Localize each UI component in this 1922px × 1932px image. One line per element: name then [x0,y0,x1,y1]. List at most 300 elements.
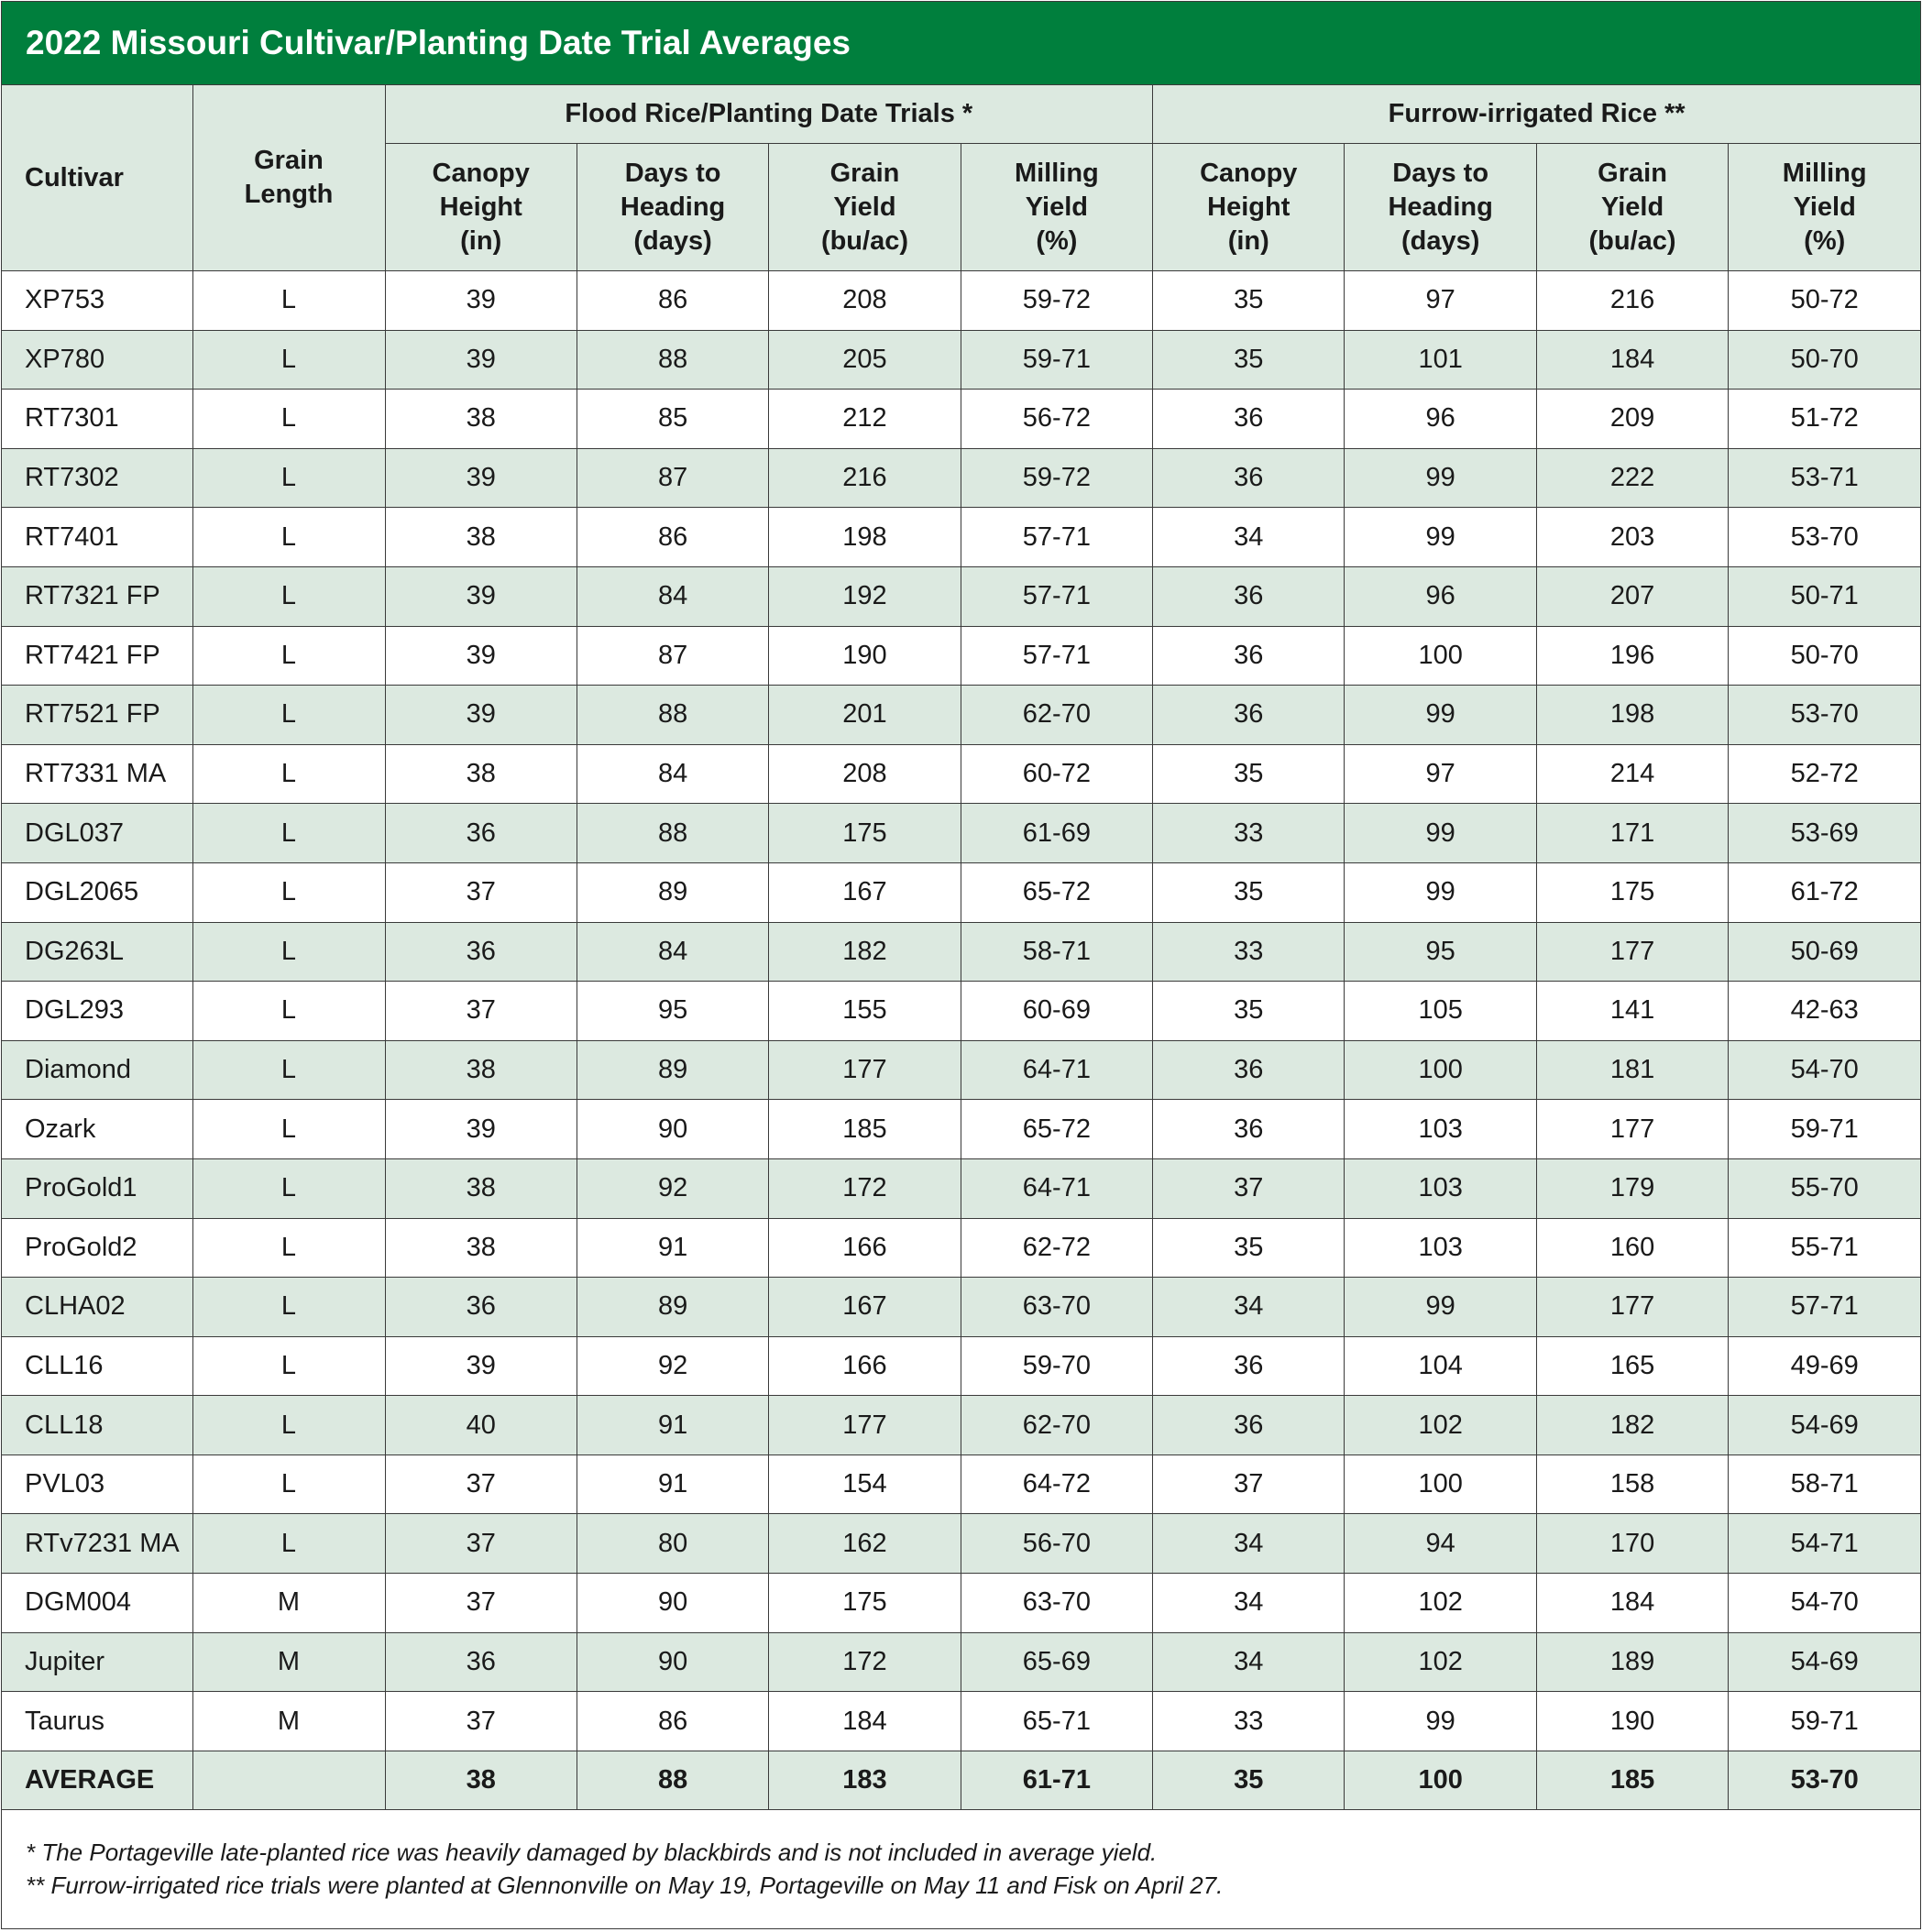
cell-flood-grain-yield: 166 [769,1336,961,1396]
cell-furrow-days-to-heading: 100 [1345,1454,1536,1514]
table-row [2,686,1920,745]
cell-flood-canopy-height: 39 [385,448,577,508]
table-row [2,862,1920,922]
cell-flood-days-to-heading: 80 [577,1514,768,1574]
cell-flood-canopy-height: 39 [385,1100,577,1159]
cell-furrow-grain-yield: 177 [1536,1278,1728,1337]
cell-furrow-days-to-heading: 99 [1345,448,1536,508]
footnotes [2,1810,1920,1902]
cell-cultivar: DGL293 [2,982,192,1041]
cell-furrow-canopy-height: 36 [1153,390,1345,449]
cell-flood-canopy-height: 38 [385,1218,577,1278]
cell-flood-grain-yield: 198 [769,508,961,567]
cell-grain-length: L [192,1218,385,1278]
cell-grain-length: L [192,1278,385,1337]
cell-cultivar: Jupiter [2,1632,192,1692]
cell-flood-canopy-height: 38 [385,508,577,567]
cell-furrow-days-to-heading: 101 [1345,330,1536,390]
cell-flood-milling-yield: 61-69 [961,804,1152,863]
cell-grain-length: L [192,1040,385,1100]
cell-grain-length: L [192,508,385,567]
cell-furrow-grain-yield: 171 [1536,804,1728,863]
cell-furrow-grain-yield: 182 [1536,1396,1728,1455]
cell-flood-days-to-heading: 90 [577,1574,768,1633]
cell-flood-milling-yield: 57-71 [961,508,1152,567]
cell-flood-milling-yield: 59-72 [961,448,1152,508]
header-furrow-canopy-height: Canopy Height (in) [1153,144,1345,271]
footnote-flood: * The Portageville late-planted rice was heavily damaged by blackbirds and is not included in average yield. [26,1839,1158,1867]
table-row [2,1278,1920,1337]
cell-grain-length: L [192,566,385,626]
cell-flood-days-to-heading: 91 [577,1396,768,1455]
cell-flood-milling-yield: 64-71 [961,1158,1152,1218]
cell-furrow-days-to-heading: 100 [1345,1040,1536,1100]
cell-flood-grain-yield: 216 [769,448,961,508]
table-row [2,1514,1920,1574]
cell-furrow-canopy-height: 33 [1153,804,1345,863]
cell-flood-days-to-heading: 84 [577,566,768,626]
average-furrow-days-to-heading: 100 [1345,1751,1536,1810]
cell-flood-canopy-height: 37 [385,1514,577,1574]
cell-furrow-canopy-height: 37 [1153,1158,1345,1218]
cell-cultivar: CLHA02 [2,1278,192,1337]
footnote-furrow: ** Furrow-irrigated rice trials were planted at Glennonville on May 19, Portageville on May 11 and Fisk on April 27. [26,1872,1224,1900]
cell-flood-milling-yield: 63-70 [961,1278,1152,1337]
table-row [2,1396,1920,1455]
cell-cultivar: RT7331 MA [2,744,192,804]
average-flood-grain-yield: 183 [769,1751,961,1810]
cell-furrow-canopy-height: 35 [1153,862,1345,922]
cell-flood-canopy-height: 38 [385,390,577,449]
cell-grain-length: L [192,1100,385,1159]
average-flood-canopy-height: 38 [385,1751,577,1810]
cell-grain-length: L [192,390,385,449]
cell-flood-days-to-heading: 90 [577,1100,768,1159]
cell-flood-days-to-heading: 86 [577,508,768,567]
cell-furrow-milling-yield: 50-70 [1729,626,1920,686]
cell-cultivar: RTv7231 MA [2,1514,192,1574]
cell-cultivar: Ozark [2,1100,192,1159]
table-title: 2022 Missouri Cultivar/Planting Date Trial Averages [2,2,1920,85]
cell-flood-canopy-height: 39 [385,330,577,390]
cell-grain-length: L [192,686,385,745]
trial-averages-table [2,85,1920,1810]
header-furrow-milling-yield: Milling Yield (%) [1729,144,1920,271]
cell-furrow-milling-yield: 57-71 [1729,1278,1920,1337]
cell-flood-grain-yield: 162 [769,1514,961,1574]
cell-cultivar: CLL18 [2,1396,192,1455]
cell-cultivar: DG263L [2,922,192,982]
cell-flood-days-to-heading: 87 [577,448,768,508]
cell-flood-milling-yield: 59-70 [961,1336,1152,1396]
cell-furrow-grain-yield: 222 [1536,448,1728,508]
cell-flood-canopy-height: 39 [385,271,577,331]
cell-furrow-days-to-heading: 94 [1345,1514,1536,1574]
cell-flood-milling-yield: 57-71 [961,566,1152,626]
cell-cultivar: RT7302 [2,448,192,508]
cell-furrow-days-to-heading: 99 [1345,1692,1536,1751]
cell-furrow-milling-yield: 53-69 [1729,804,1920,863]
cell-furrow-milling-yield: 61-72 [1729,862,1920,922]
cell-furrow-canopy-height: 35 [1153,330,1345,390]
cell-furrow-grain-yield: 165 [1536,1336,1728,1396]
table-row [2,626,1920,686]
table-row [2,271,1920,331]
cell-flood-days-to-heading: 95 [577,982,768,1041]
cell-cultivar: RT7321 FP [2,566,192,626]
table-row [2,922,1920,982]
cell-flood-grain-yield: 166 [769,1218,961,1278]
cell-furrow-grain-yield: 184 [1536,1574,1728,1633]
cell-furrow-canopy-height: 36 [1153,1336,1345,1396]
cell-furrow-canopy-height: 36 [1153,448,1345,508]
header-furrow-days-to-heading: Days to Heading (days) [1345,144,1536,271]
cell-flood-grain-yield: 185 [769,1100,961,1159]
cell-flood-milling-yield: 64-72 [961,1454,1152,1514]
cell-flood-days-to-heading: 88 [577,804,768,863]
cell-grain-length: L [192,982,385,1041]
table-row [2,1100,1920,1159]
average-flood-milling-yield: 61-71 [961,1751,1152,1810]
average-flood-days-to-heading: 88 [577,1751,768,1810]
cell-flood-days-to-heading: 89 [577,862,768,922]
table-row [2,566,1920,626]
cell-flood-canopy-height: 39 [385,1336,577,1396]
cell-grain-length: L [192,804,385,863]
cell-flood-grain-yield: 205 [769,330,961,390]
cell-flood-grain-yield: 172 [769,1158,961,1218]
cell-flood-grain-yield: 184 [769,1692,961,1751]
cell-furrow-grain-yield: 203 [1536,508,1728,567]
cell-furrow-milling-yield: 58-71 [1729,1454,1920,1514]
cell-furrow-days-to-heading: 103 [1345,1218,1536,1278]
cell-furrow-days-to-heading: 97 [1345,744,1536,804]
cell-grain-length: M [192,1632,385,1692]
cell-flood-grain-yield: 175 [769,804,961,863]
cell-flood-days-to-heading: 88 [577,330,768,390]
cell-furrow-milling-yield: 53-70 [1729,686,1920,745]
cell-furrow-grain-yield: 216 [1536,271,1728,331]
cell-flood-milling-yield: 62-70 [961,1396,1152,1455]
cell-furrow-canopy-height: 35 [1153,744,1345,804]
cell-cultivar: XP753 [2,271,192,331]
cell-flood-canopy-height: 36 [385,1632,577,1692]
cell-furrow-days-to-heading: 102 [1345,1632,1536,1692]
header-furrow-grain-yield: Grain Yield (bu/ac) [1536,144,1728,271]
cell-furrow-grain-yield: 181 [1536,1040,1728,1100]
cell-furrow-milling-yield: 54-69 [1729,1632,1920,1692]
cell-grain-length: L [192,1396,385,1455]
cell-flood-canopy-height: 36 [385,804,577,863]
cell-furrow-days-to-heading: 99 [1345,508,1536,567]
cell-flood-milling-yield: 65-72 [961,862,1152,922]
cell-cultivar: ProGold1 [2,1158,192,1218]
cell-cultivar: RT7521 FP [2,686,192,745]
cell-furrow-canopy-height: 33 [1153,922,1345,982]
table-row [2,1336,1920,1396]
table-row [2,1454,1920,1514]
cell-flood-grain-yield: 182 [769,922,961,982]
cell-flood-milling-yield: 59-72 [961,271,1152,331]
trial-table-card [1,1,1921,1929]
cell-flood-milling-yield: 65-69 [961,1632,1152,1692]
cell-furrow-grain-yield: 177 [1536,1100,1728,1159]
cell-flood-days-to-heading: 86 [577,1692,768,1751]
cell-cultivar: CLL16 [2,1336,192,1396]
cell-furrow-milling-yield: 50-70 [1729,330,1920,390]
cell-flood-grain-yield: 167 [769,862,961,922]
cell-flood-days-to-heading: 85 [577,390,768,449]
cell-furrow-canopy-height: 36 [1153,566,1345,626]
cell-flood-canopy-height: 39 [385,686,577,745]
cell-cultivar: Diamond [2,1040,192,1100]
cell-furrow-canopy-height: 34 [1153,1278,1345,1337]
cell-flood-days-to-heading: 89 [577,1040,768,1100]
cell-grain-length: L [192,1514,385,1574]
table-row [2,744,1920,804]
cell-furrow-canopy-height: 35 [1153,1218,1345,1278]
cell-flood-milling-yield: 65-72 [961,1100,1152,1159]
cell-furrow-canopy-height: 33 [1153,1692,1345,1751]
table-row [2,1632,1920,1692]
header-flood-grain-yield: Grain Yield (bu/ac) [769,144,961,271]
table-row [2,1158,1920,1218]
table-row [2,804,1920,863]
cell-flood-milling-yield: 60-69 [961,982,1152,1041]
cell-furrow-grain-yield: 179 [1536,1158,1728,1218]
cell-furrow-grain-yield: 160 [1536,1218,1728,1278]
cell-flood-canopy-height: 37 [385,862,577,922]
cell-furrow-milling-yield: 53-70 [1729,508,1920,567]
table-body [2,271,1920,1810]
cell-flood-milling-yield: 56-70 [961,1514,1152,1574]
cell-furrow-milling-yield: 54-71 [1729,1514,1920,1574]
cell-furrow-days-to-heading: 102 [1345,1574,1536,1633]
cell-furrow-days-to-heading: 99 [1345,1278,1536,1337]
cell-grain-length: L [192,271,385,331]
cell-grain-length: L [192,922,385,982]
cell-furrow-days-to-heading: 103 [1345,1100,1536,1159]
average-furrow-canopy-height: 35 [1153,1751,1345,1810]
cell-flood-milling-yield: 56-72 [961,390,1152,449]
cell-furrow-canopy-height: 34 [1153,1514,1345,1574]
cell-flood-canopy-height: 39 [385,626,577,686]
cell-flood-milling-yield: 62-70 [961,686,1152,745]
cell-flood-days-to-heading: 92 [577,1158,768,1218]
cell-flood-canopy-height: 37 [385,1454,577,1514]
cell-grain-length: L [192,744,385,804]
cell-furrow-grain-yield: 196 [1536,626,1728,686]
table-row [2,448,1920,508]
cell-flood-grain-yield: 172 [769,1632,961,1692]
cell-furrow-canopy-height: 36 [1153,1040,1345,1100]
cell-furrow-grain-yield: 170 [1536,1514,1728,1574]
cell-flood-canopy-height: 38 [385,744,577,804]
average-furrow-grain-yield: 185 [1536,1751,1728,1810]
cell-flood-milling-yield: 58-71 [961,922,1152,982]
average-furrow-milling-yield: 53-70 [1729,1751,1920,1810]
cell-flood-grain-yield: 201 [769,686,961,745]
cell-flood-milling-yield: 64-71 [961,1040,1152,1100]
cell-flood-days-to-heading: 90 [577,1632,768,1692]
cell-flood-days-to-heading: 84 [577,922,768,982]
table-row [2,1574,1920,1633]
cell-furrow-days-to-heading: 96 [1345,566,1536,626]
cell-flood-days-to-heading: 91 [577,1454,768,1514]
cell-cultivar: RT7301 [2,390,192,449]
cell-furrow-milling-yield: 49-69 [1729,1336,1920,1396]
cell-furrow-grain-yield: 209 [1536,390,1728,449]
table-row [2,1692,1920,1751]
cell-furrow-canopy-height: 34 [1153,508,1345,567]
average-row [2,1751,1920,1810]
cell-grain-length: L [192,862,385,922]
table-row [2,982,1920,1041]
cell-flood-canopy-height: 36 [385,922,577,982]
header-grain-length: Grain Length [192,85,385,271]
cell-furrow-days-to-heading: 103 [1345,1158,1536,1218]
cell-cultivar: XP780 [2,330,192,390]
cell-grain-length: M [192,1574,385,1633]
table-row [2,1040,1920,1100]
header-cultivar: Cultivar [2,85,192,271]
cell-furrow-canopy-height: 37 [1153,1454,1345,1514]
cell-flood-grain-yield: 175 [769,1574,961,1633]
cell-cultivar: DGM004 [2,1574,192,1633]
cell-flood-days-to-heading: 91 [577,1218,768,1278]
cell-furrow-grain-yield: 207 [1536,566,1728,626]
header-flood-milling-yield: Milling Yield (%) [961,144,1152,271]
cell-furrow-days-to-heading: 105 [1345,982,1536,1041]
cell-furrow-grain-yield: 175 [1536,862,1728,922]
cell-flood-milling-yield: 57-71 [961,626,1152,686]
cell-cultivar: ProGold2 [2,1218,192,1278]
cell-furrow-canopy-height: 36 [1153,1396,1345,1455]
cell-grain-length: L [192,1158,385,1218]
cell-furrow-grain-yield: 189 [1536,1632,1728,1692]
cell-flood-days-to-heading: 84 [577,744,768,804]
cell-flood-canopy-height: 37 [385,982,577,1041]
cell-furrow-days-to-heading: 99 [1345,804,1536,863]
cell-furrow-days-to-heading: 97 [1345,271,1536,331]
cell-furrow-milling-yield: 54-70 [1729,1574,1920,1633]
cell-cultivar: Taurus [2,1692,192,1751]
header-group-flood: Flood Rice/Planting Date Trials * [385,85,1153,144]
cell-furrow-milling-yield: 50-69 [1729,922,1920,982]
cell-grain-length: L [192,330,385,390]
cell-grain-length: M [192,1692,385,1751]
cell-furrow-canopy-height: 35 [1153,982,1345,1041]
cell-flood-days-to-heading: 88 [577,686,768,745]
table-row [2,508,1920,567]
header-flood-canopy-height: Canopy Height (in) [385,144,577,271]
cell-grain-length: L [192,448,385,508]
cell-furrow-milling-yield: 55-71 [1729,1218,1920,1278]
cell-grain-length: L [192,1454,385,1514]
cell-flood-canopy-height: 38 [385,1158,577,1218]
cell-furrow-milling-yield: 55-70 [1729,1158,1920,1218]
cell-furrow-milling-yield: 52-72 [1729,744,1920,804]
header-flood-days-to-heading: Days to Heading (days) [577,144,768,271]
cell-flood-milling-yield: 65-71 [961,1692,1152,1751]
cell-cultivar: DGL2065 [2,862,192,922]
cell-grain-length: L [192,626,385,686]
cell-furrow-days-to-heading: 99 [1345,862,1536,922]
cell-flood-canopy-height: 37 [385,1692,577,1751]
cell-flood-days-to-heading: 86 [577,271,768,331]
cell-cultivar: DGL037 [2,804,192,863]
cell-cultivar: RT7421 FP [2,626,192,686]
cell-flood-milling-yield: 59-71 [961,330,1152,390]
cell-flood-grain-yield: 192 [769,566,961,626]
cell-flood-days-to-heading: 87 [577,626,768,686]
cell-furrow-milling-yield: 50-71 [1729,566,1920,626]
cell-flood-canopy-height: 36 [385,1278,577,1337]
cell-flood-grain-yield: 177 [769,1396,961,1455]
cell-furrow-milling-yield: 42-63 [1729,982,1920,1041]
cell-flood-grain-yield: 212 [769,390,961,449]
cell-flood-grain-yield: 167 [769,1278,961,1337]
cell-furrow-days-to-heading: 104 [1345,1336,1536,1396]
cell-furrow-grain-yield: 184 [1536,330,1728,390]
cell-flood-canopy-height: 38 [385,1040,577,1100]
cell-flood-canopy-height: 40 [385,1396,577,1455]
cell-furrow-days-to-heading: 96 [1345,390,1536,449]
cell-flood-canopy-height: 37 [385,1574,577,1633]
cell-flood-grain-yield: 208 [769,744,961,804]
cell-furrow-milling-yield: 51-72 [1729,390,1920,449]
cell-furrow-canopy-height: 34 [1153,1632,1345,1692]
header-group-furrow: Furrow-irrigated Rice ** [1153,85,1921,144]
cell-flood-grain-yield: 177 [769,1040,961,1100]
average-grain-length [192,1751,385,1810]
table-row [2,1218,1920,1278]
cell-flood-days-to-heading: 92 [577,1336,768,1396]
cell-grain-length: L [192,1336,385,1396]
cell-furrow-milling-yield: 54-69 [1729,1396,1920,1455]
cell-furrow-milling-yield: 59-71 [1729,1100,1920,1159]
cell-furrow-milling-yield: 59-71 [1729,1692,1920,1751]
cell-furrow-grain-yield: 141 [1536,982,1728,1041]
cell-furrow-milling-yield: 50-72 [1729,271,1920,331]
cell-flood-milling-yield: 63-70 [961,1574,1152,1633]
cell-furrow-canopy-height: 36 [1153,626,1345,686]
cell-furrow-canopy-height: 35 [1153,271,1345,331]
cell-furrow-canopy-height: 34 [1153,1574,1345,1633]
cell-flood-milling-yield: 60-72 [961,744,1152,804]
table-row [2,390,1920,449]
cell-furrow-days-to-heading: 102 [1345,1396,1536,1455]
cell-flood-canopy-height: 39 [385,566,577,626]
cell-flood-grain-yield: 154 [769,1454,961,1514]
cell-furrow-days-to-heading: 99 [1345,686,1536,745]
cell-cultivar: PVL03 [2,1454,192,1514]
cell-furrow-milling-yield: 53-71 [1729,448,1920,508]
cell-cultivar: RT7401 [2,508,192,567]
cell-flood-grain-yield: 190 [769,626,961,686]
cell-flood-milling-yield: 62-72 [961,1218,1152,1278]
cell-furrow-grain-yield: 177 [1536,922,1728,982]
cell-furrow-grain-yield: 190 [1536,1692,1728,1751]
cell-flood-days-to-heading: 89 [577,1278,768,1337]
cell-furrow-days-to-heading: 95 [1345,922,1536,982]
cell-furrow-grain-yield: 214 [1536,744,1728,804]
cell-furrow-canopy-height: 36 [1153,686,1345,745]
cell-flood-grain-yield: 208 [769,271,961,331]
average-cultivar: AVERAGE [2,1751,192,1810]
cell-flood-grain-yield: 155 [769,982,961,1041]
cell-furrow-grain-yield: 198 [1536,686,1728,745]
